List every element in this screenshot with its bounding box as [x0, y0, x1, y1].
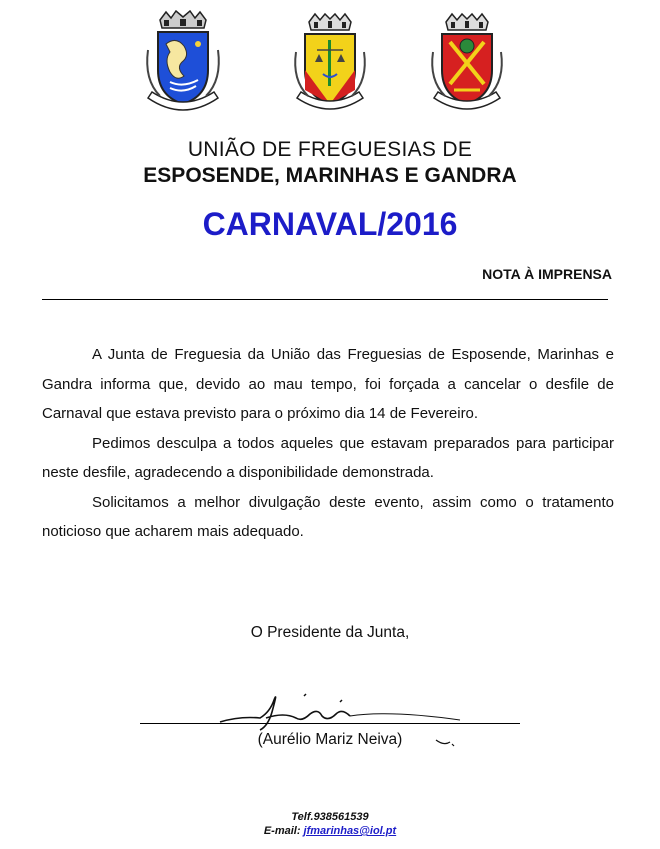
- footer: [0, 810, 660, 838]
- document-title: CARNAVAL/2016: [202, 206, 458, 242]
- body-text: [42, 340, 614, 547]
- footer-email-link[interactable]: jfmarinhas@iol.pt: [303, 825, 397, 837]
- signoff: O Presidente da Junta,: [250, 624, 410, 641]
- org-name-line1: UNIÃO DE FREGUESIAS DE: [187, 138, 473, 161]
- paragraph-1: A Junta de Freguesia da União das Freguesias de Esposende, Marinhas e Gandra informa que, devido ao mau tempo, foi forçada a cancelar o desfile de Carnaval que estava previsto para o próximo dia 14 de Fevereiro.: [42, 346, 614, 422]
- signature-line: [140, 723, 520, 724]
- footer-email-row: [0, 824, 660, 838]
- press-note-label: NOTA À IMPRENSA: [482, 266, 612, 282]
- crest-gandra-icon: [424, 10, 510, 120]
- crest-esposende-icon: [140, 10, 226, 120]
- paragraph-3: Solicitamos a melhor divulgação deste evento, assim como o tratamento noticioso que acharem mais adequado.: [42, 493, 614, 540]
- footer-phone: Telf.938561539: [291, 811, 369, 823]
- org-name-line2: ESPOSENDE, MARINHAS E GANDRA: [143, 164, 517, 187]
- header-divider: [42, 299, 608, 300]
- signer-name: (Aurélio Mariz Neiva): [257, 731, 403, 748]
- paragraph-2: Pedimos desculpa a todos aqueles que estavam preparados para participar neste desfile, agradecendo a disponibilidade demonstrada.: [42, 434, 614, 481]
- crest-marinhas-icon: [287, 10, 373, 120]
- signature-icon: [200, 682, 480, 762]
- crests-row: [140, 10, 520, 120]
- footer-email-label: E-mail:: [263, 825, 304, 837]
